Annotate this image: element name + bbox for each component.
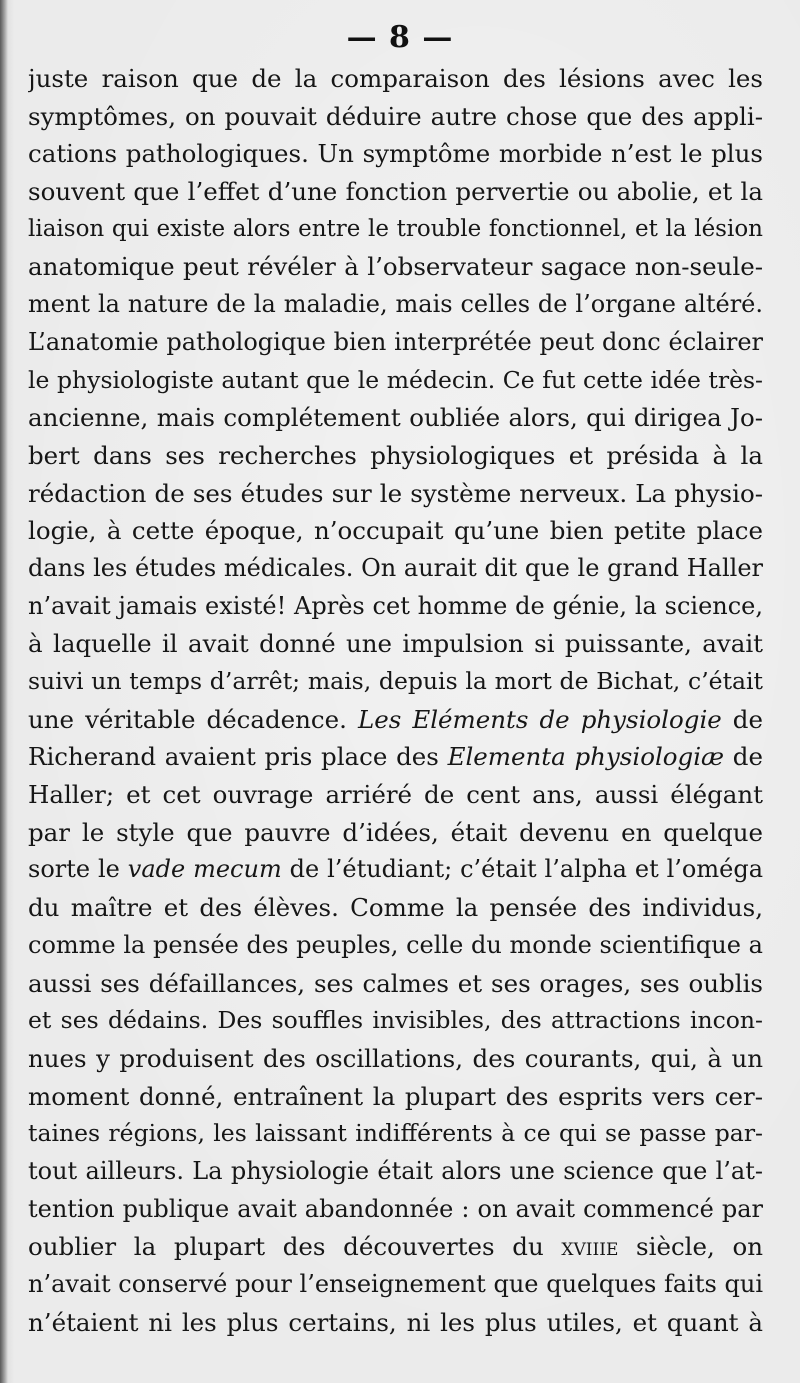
- text-segment: juste raison que de la comparaison des lésions avec les: [28, 64, 763, 93]
- text-line: [28, 588, 763, 626]
- page-edge-shadow: [0, 0, 8, 1383]
- text-segment: le physiologiste autant que le médecin. Ce fut cette idée très-: [28, 365, 763, 394]
- text-line: [28, 1115, 763, 1153]
- text-segment: de: [721, 704, 763, 734]
- text-line: [28, 814, 763, 852]
- text-segment: n’avait jamais existé! Après cet homme de génie, la science,: [28, 591, 763, 620]
- text-segment: n’avait conservé pour l’enseignement que quelques faits qui: [28, 1270, 763, 1298]
- text-segment: aussi ses défaillances, ses calmes et ses orages, ses oublis: [28, 968, 763, 998]
- text-segment: tention publique avait abandonnée : on avait commencé par: [28, 1194, 763, 1223]
- text-segment: de: [724, 742, 763, 772]
- text-segment: oublier la plupart des découvertes du: [28, 1232, 562, 1262]
- text-line: [28, 663, 763, 701]
- text-segment: anatomique peut révéler à l’observateur sagace non-seule-: [28, 252, 763, 282]
- text-segment: Haller; et cet ouvrage arriéré de cent ans, aussi élégant: [28, 780, 763, 810]
- text-line: [28, 362, 763, 400]
- text-line: [28, 550, 763, 588]
- text-line: [28, 437, 763, 475]
- text-line: [28, 1228, 763, 1266]
- text-line: [28, 1153, 763, 1191]
- text-line: [28, 1078, 763, 1116]
- text-segment: comme la pensée des peuples, celle du monde scientifique a: [28, 930, 763, 959]
- text-segment: à laquelle il avait donné une impulsion si puissante, avait: [28, 629, 763, 659]
- text-line: [28, 211, 763, 249]
- text-line: [28, 60, 763, 98]
- text-line: [28, 1266, 763, 1304]
- text-segment: nues y produisent des oscillations, des courants, qui, à un: [28, 1043, 763, 1073]
- text-line: [28, 324, 763, 362]
- text-segment: n’étaient ni les plus certains, ni les plus utiles, et quant à: [28, 1307, 763, 1337]
- text-line: [28, 889, 763, 927]
- text-segment: taines régions, les laissant indifférents à ce qui se passe par-: [28, 1119, 763, 1148]
- text-segment: suivi un temps d’arrêt; mais, depuis la mort de Bichat, c’était: [28, 667, 763, 695]
- text-segment: bert dans ses recherches physiologiques et présida à la: [28, 440, 763, 470]
- text-segment: du maître et des élèves. Comme la pensée des individus,: [28, 893, 763, 923]
- text-segment: ment la nature de la maladie, mais celles de l’organe altéré.: [28, 290, 763, 319]
- page-number: — 8 —: [346, 20, 454, 55]
- text-line: [28, 286, 763, 324]
- small-caps-text: xviiie: [561, 1232, 619, 1262]
- text-line: [28, 851, 763, 889]
- text-segment: une véritable décadence.: [28, 704, 358, 734]
- text-segment: sorte le: [28, 855, 128, 884]
- text-line: [28, 98, 763, 136]
- body-text: [28, 60, 763, 1341]
- italic-text: Les Eléments de physiologie: [357, 704, 722, 734]
- text-segment: ancienne, mais complétement oubliée alors, qui dirigea Jo-: [28, 403, 763, 433]
- text-line: [28, 399, 763, 437]
- text-line: [28, 135, 763, 173]
- text-line: [28, 512, 763, 550]
- italic-text: Elementa physiologiæ: [447, 742, 725, 772]
- text-line: [28, 738, 763, 776]
- text-line: [28, 1191, 763, 1229]
- text-segment: rédaction de ses études sur le système nerveux. La physio-: [28, 478, 763, 508]
- text-line: [28, 1040, 763, 1078]
- text-line: [28, 1002, 763, 1040]
- text-segment: cations pathologiques. Un symptôme morbide n’est le plus: [28, 139, 763, 169]
- text-segment: par le style que pauvre d’idées, était devenu en quelque: [28, 817, 763, 847]
- text-segment: liaison qui existe alors entre le trouble fonctionnel, et la lésion: [28, 215, 763, 242]
- text-segment: dans les études médicales. On aurait dit que le grand Haller: [28, 553, 763, 582]
- text-segment: et ses dédains. Des souffles invisibles, des attractions incon-: [28, 1006, 763, 1035]
- text-line: [28, 475, 763, 513]
- text-line: [28, 776, 763, 814]
- text-line: [28, 965, 763, 1003]
- text-segment: symptômes, on pouvait déduire autre chose que des appli-: [28, 101, 763, 131]
- text-segment: Richerand avaient pris place des: [28, 742, 448, 772]
- text-segment: souvent que l’effet d’une fonction pervertie ou abolie, et la: [28, 177, 763, 207]
- text-line: [28, 173, 763, 211]
- text-line: [28, 927, 763, 965]
- text-segment: de l’étudiant; c’était l’alpha et l’oméga: [281, 855, 763, 884]
- italic-text: vade mecum: [127, 855, 282, 884]
- text-segment: logie, à cette époque, n’occupait qu’une bien petite place: [28, 516, 763, 546]
- text-segment: siècle, on: [618, 1232, 763, 1262]
- text-line: [28, 625, 763, 663]
- text-segment: L’anatomie pathologique bien interprétée peut donc éclairer: [28, 327, 763, 356]
- text-line: [28, 1304, 763, 1342]
- text-line: [28, 701, 763, 739]
- text-segment: tout ailleurs. La physiologie était alors une science que l’at-: [28, 1156, 763, 1185]
- text-segment: moment donné, entraînent la plupart des esprits vers cer-: [28, 1081, 763, 1111]
- text-line: [28, 248, 763, 286]
